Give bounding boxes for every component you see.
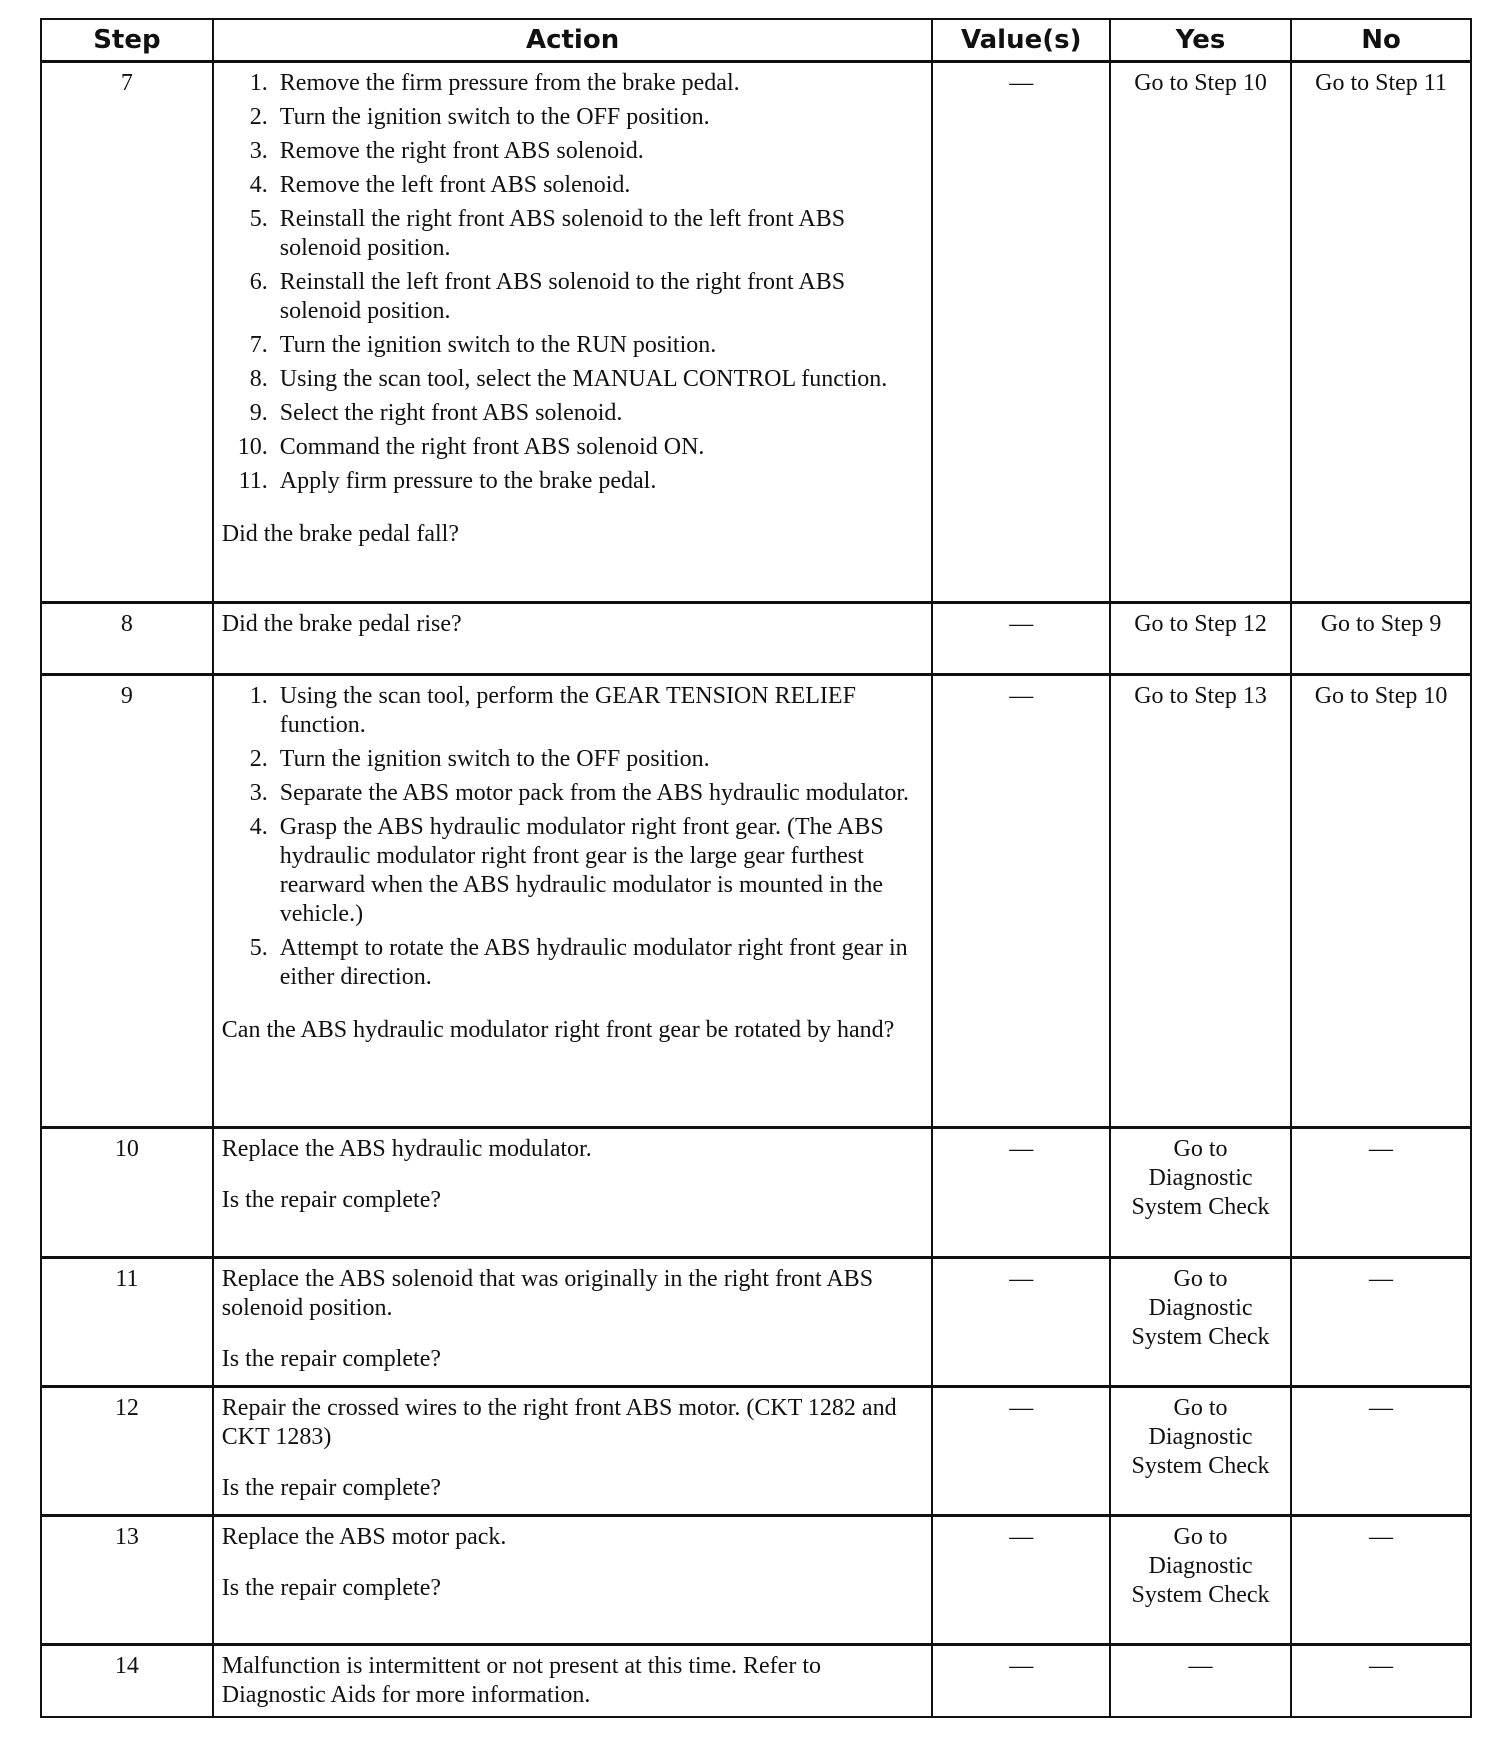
yes-cell: Go to Diagnostic System Check [1110, 1387, 1291, 1516]
action-steps-list [222, 69, 924, 496]
step-number: 12 [41, 1387, 213, 1516]
action-question: Is the repair complete? [221, 1346, 442, 1372]
action-cell: Malfunction is intermittent or not present at this time. Refer to Diagnostic Aids for more information. [213, 1645, 933, 1718]
action-step: 5. Attempt to rotate the ABS hydraulic modulator right front gear in either direction. [274, 934, 924, 992]
action-cell [213, 1387, 933, 1516]
header-yes: Yes [1110, 19, 1291, 62]
diagnostic-table [40, 18, 1472, 1718]
value-cell: — [932, 1387, 1110, 1516]
yes-cell: — [1110, 1645, 1291, 1718]
no-cell: Go to Step 11 [1291, 62, 1471, 603]
action-cell [213, 62, 933, 603]
action-step: 1. Using the scan tool, perform the GEAR TENSION RELIEF function. [274, 682, 924, 740]
no-cell: Go to Step 10 [1291, 675, 1471, 1128]
no-cell: — [1291, 1516, 1471, 1645]
value-cell: — [932, 603, 1110, 675]
step-number: 13 [41, 1516, 213, 1645]
action-step: 3. Separate the ABS motor pack from the ABS hydraulic modulator. [274, 779, 924, 808]
action-text: Replace the ABS hydraulic modulator. [221, 1136, 592, 1162]
no-cell: — [1291, 1128, 1471, 1258]
action-step: 2. Turn the ignition switch to the OFF position. [274, 103, 924, 132]
table-row-step-13 [41, 1516, 1471, 1645]
action-step: 1. Remove the firm pressure from the brake pedal. [274, 69, 924, 98]
value-cell: — [932, 675, 1110, 1128]
step-number: 7 [41, 62, 213, 603]
action-text: Repair the crossed wires to the right front ABS motor. (CKT 1282 and CKT 1283) [221, 1395, 897, 1450]
yes-cell: Go to Step 12 [1110, 603, 1291, 675]
header-no: No [1291, 19, 1471, 62]
action-question: Can the ABS hydraulic modulator right front gear be rotated by hand? [221, 1017, 895, 1043]
action-step: 11. Apply firm pressure to the brake pedal. [274, 467, 924, 496]
action-step: 10. Command the right front ABS solenoid ON. [274, 433, 924, 462]
value-cell: — [932, 1516, 1110, 1645]
action-cell: Did the brake pedal rise? [213, 603, 933, 675]
action-cell [213, 1128, 933, 1258]
table-row-step-11 [41, 1258, 1471, 1387]
yes-cell: Go to Diagnostic System Check [1110, 1128, 1291, 1258]
action-step: 5. Reinstall the right front ABS solenoid to the left front ABS solenoid position. [274, 205, 924, 263]
value-cell: — [932, 1128, 1110, 1258]
value-cell: — [932, 1258, 1110, 1387]
action-step: 3. Remove the right front ABS solenoid. [274, 137, 924, 166]
table-row-step-8 [41, 603, 1471, 675]
step-number: 11 [41, 1258, 213, 1387]
action-steps-list [222, 682, 924, 992]
header-action: Action [213, 19, 933, 62]
action-step: 8. Using the scan tool, select the MANUAL CONTROL function. [274, 365, 924, 394]
yes-cell: Go to Step 13 [1110, 675, 1291, 1128]
action-step: 2. Turn the ignition switch to the OFF position. [274, 745, 924, 774]
action-step: 4. Grasp the ABS hydraulic modulator right front gear. (The ABS hydraulic modulator right front gear is the large gear furthest rearward when the ABS hydraulic modulator is mounted in the vehicle.) [274, 813, 924, 929]
yes-cell: Go to Diagnostic System Check [1110, 1516, 1291, 1645]
action-text: Replace the ABS motor pack. [221, 1524, 507, 1550]
table-row-step-9 [41, 675, 1471, 1128]
no-cell: — [1291, 1645, 1471, 1718]
table-row-step-10 [41, 1128, 1471, 1258]
yes-cell: Go to Diagnostic System Check [1110, 1258, 1291, 1387]
table-row-step-12 [41, 1387, 1471, 1516]
value-cell: — [932, 1645, 1110, 1718]
action-question: Is the repair complete? [221, 1475, 442, 1501]
table-row-step-7 [41, 62, 1471, 603]
action-text: Replace the ABS solenoid that was originally in the right front ABS solenoid position. [221, 1266, 874, 1321]
step-number: 10 [41, 1128, 213, 1258]
action-step: 6. Reinstall the left front ABS solenoid to the right front ABS solenoid position. [274, 268, 924, 326]
step-number: 8 [41, 603, 213, 675]
no-cell: — [1291, 1387, 1471, 1516]
header-step: Step [41, 19, 213, 62]
action-question: Is the repair complete? [221, 1575, 442, 1601]
header-row [41, 19, 1471, 62]
action-step: 4. Remove the left front ABS solenoid. [274, 171, 924, 200]
action-cell [213, 1516, 933, 1645]
table-row-step-14 [41, 1645, 1471, 1718]
action-step: 7. Turn the ignition switch to the RUN position. [274, 331, 924, 360]
header-values: Value(s) [932, 19, 1110, 62]
action-cell [213, 1258, 933, 1387]
no-cell: Go to Step 9 [1291, 603, 1471, 675]
yes-cell: Go to Step 10 [1110, 62, 1291, 603]
value-cell: — [932, 62, 1110, 603]
no-cell: — [1291, 1258, 1471, 1387]
step-number: 9 [41, 675, 213, 1128]
step-number: 14 [41, 1645, 213, 1718]
action-step: 9. Select the right front ABS solenoid. [274, 399, 924, 428]
diagnostic-table-page [40, 18, 1472, 1718]
action-question: Did the brake pedal fall? [221, 521, 460, 547]
action-cell [213, 675, 933, 1128]
action-question: Is the repair complete? [221, 1187, 442, 1213]
